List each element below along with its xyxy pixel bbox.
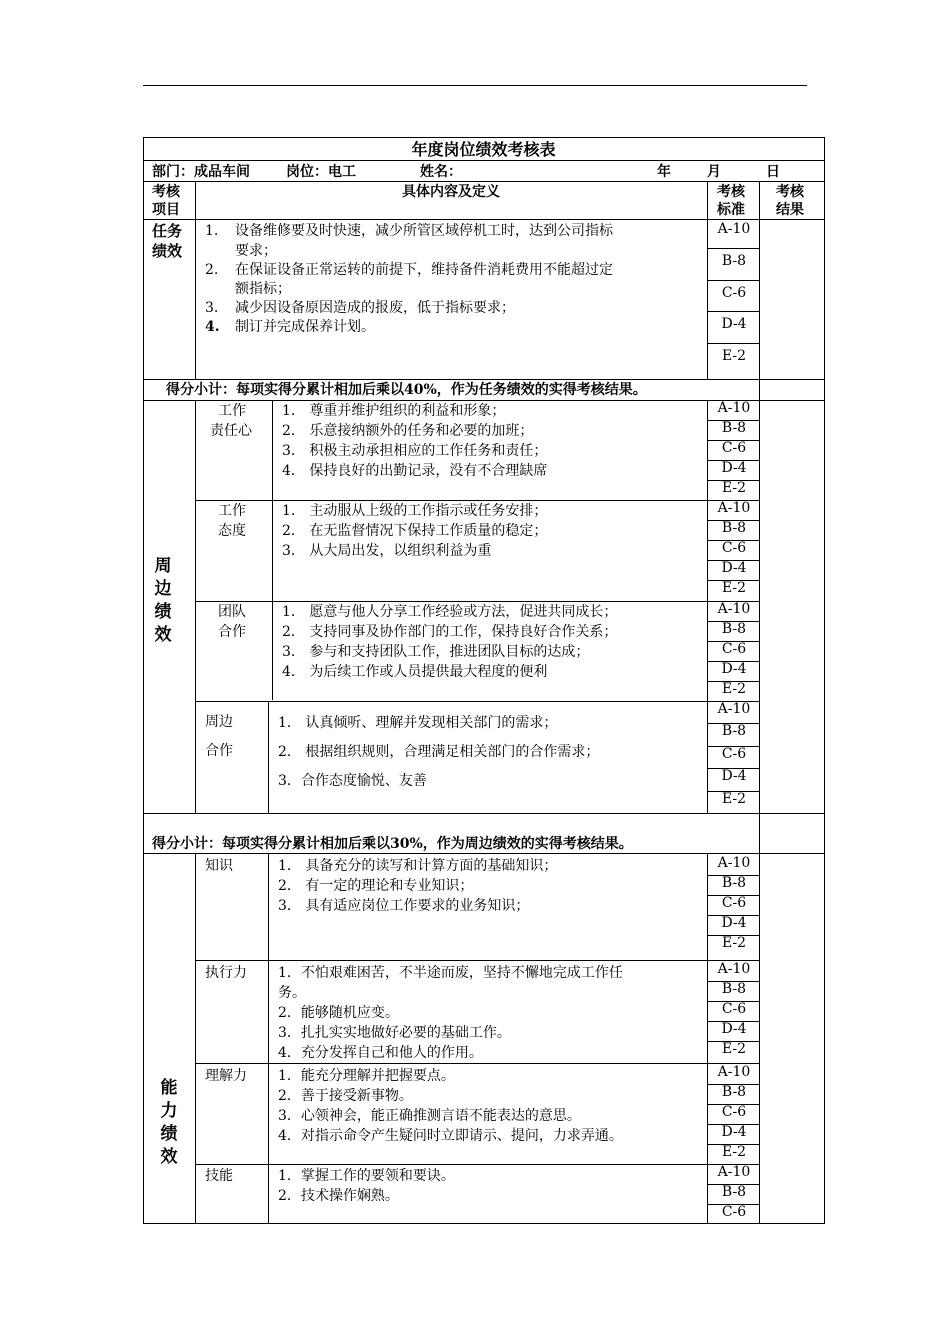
month-label: 月 — [707, 164, 721, 180]
list-item: 1． 认真倾听、理解并发现相关部门的需求； — [278, 715, 558, 731]
ability-label-3: 绩 — [160, 1124, 178, 1144]
list-item: 1． 愿意与他人分享工作经验或方法，促进共同成长； — [282, 604, 618, 620]
grade-d: D-4 — [721, 316, 747, 332]
grade-divider — [707, 580, 759, 581]
grade-b: B-8 — [721, 621, 747, 638]
grade-a: A-10 — [717, 400, 751, 416]
grade-b: B-8 — [721, 520, 747, 537]
peripheral-label-4: 效 — [154, 625, 172, 645]
grade-a: A-10 — [717, 1164, 751, 1180]
grade-divider — [707, 520, 759, 521]
grade-divider — [707, 1104, 759, 1105]
row-divider — [195, 1063, 759, 1064]
grade-a: A-10 — [717, 855, 751, 871]
day-label: 日 — [766, 164, 780, 180]
item-text: 减少因设备原因造成的报废，低于指标要求； — [235, 300, 515, 316]
row-divider — [195, 701, 759, 702]
list-item: 2． 在无监督情况下保持工作质量的稳定； — [282, 523, 548, 539]
grade-e: E-2 — [721, 935, 747, 952]
grade-b: B-8 — [721, 875, 747, 892]
grade-divider — [707, 981, 759, 982]
grade-divider — [707, 1084, 759, 1085]
group-name: 执行力 — [205, 965, 247, 981]
grade-d: D-4 — [721, 768, 747, 785]
task-item-2-cont: 额指标； — [235, 281, 291, 297]
peripheral-label-2: 边 — [154, 579, 172, 599]
col-item-line1: 考核 — [152, 184, 180, 200]
col-result-line2: 结果 — [776, 202, 804, 218]
item-number: 2. — [205, 262, 219, 278]
col-standard-line2: 标准 — [717, 202, 745, 218]
list-item: 2．能够随机应变。 — [278, 1005, 399, 1021]
grade-divider — [707, 641, 759, 642]
grade-b: B-8 — [721, 253, 747, 269]
list-item: 3．心领神会，能正确推测言语不能表达的意思。 — [278, 1108, 581, 1124]
col-divider — [272, 400, 273, 700]
group-name: 合作 — [218, 624, 246, 640]
grade-divider — [707, 661, 759, 662]
grade-divider — [707, 460, 759, 461]
list-item: 4． 保持良好的出勤记录，没有不合理缺席 — [282, 463, 548, 479]
peripheral-subtotal: 得分小计：每项实得分累计相加后乘以30%，作为周边绩效的实得考核结果。 — [152, 836, 633, 852]
grade-a: A-10 — [717, 961, 751, 977]
grade-d: D-4 — [721, 915, 747, 932]
list-item: 4． 为后续工作或人员提供最大程度的便利 — [282, 664, 548, 680]
grade-divider — [707, 248, 759, 249]
row-divider — [143, 813, 825, 814]
list-item: 1．不怕艰难困苦，不半途而废，坚持不懈地完成工作任 — [278, 965, 623, 981]
list-item: 3． 积极主动承担相应的工作任务和责任； — [282, 443, 548, 459]
grade-e: E-2 — [721, 480, 747, 497]
list-item: 1．掌握工作的要领和要诀。 — [278, 1168, 455, 1184]
grade-divider — [707, 440, 759, 441]
list-item: 3． 从大局出发，以组织利益为重 — [282, 543, 492, 559]
grade-divider — [707, 791, 759, 792]
grade-d: D-4 — [721, 1124, 747, 1141]
grade-c: C-6 — [721, 745, 747, 762]
col-content: 具体内容及定义 — [402, 184, 500, 200]
group-name: 工作 — [218, 403, 246, 419]
grade-a: A-10 — [717, 601, 751, 617]
grade-a: A-10 — [717, 1064, 751, 1080]
grade-c: C-6 — [721, 1104, 747, 1121]
grade-divider — [707, 560, 759, 561]
grade-divider — [707, 1184, 759, 1185]
grade-divider — [707, 1001, 759, 1002]
grade-e: E-2 — [721, 681, 747, 698]
group-name: 态度 — [218, 523, 246, 539]
task-item-1-cont: 要求； — [235, 243, 277, 259]
table-top-border — [143, 137, 825, 138]
grade-c: C-6 — [721, 540, 747, 557]
grade-divider — [707, 875, 759, 876]
list-item: 2． 支持同事及协作部门的工作，保持良好合作关系； — [282, 624, 618, 640]
grade-c: C-6 — [721, 1204, 747, 1221]
grade-divider — [707, 768, 759, 769]
item-text: 在保证设备正常运转的前提下，维持备件消耗费用不能超过定 — [235, 262, 613, 278]
grade-b: B-8 — [721, 1084, 747, 1101]
task-subtotal: 得分小计：每项实得分累计相加后乘以40%，作为任务绩效的实得考核结果。 — [166, 382, 647, 398]
grade-c: C-6 — [721, 641, 747, 658]
grade-c: C-6 — [721, 1001, 747, 1018]
name-label: 姓名： — [420, 164, 462, 180]
list-item: 4．对指示命令产生疑问时立即请示、提问，力求弄通。 — [278, 1128, 623, 1144]
col-divider — [268, 853, 269, 1224]
list-item: 2． 有一定的理论和专业知识； — [278, 878, 474, 894]
grade-divider — [707, 540, 759, 541]
row-divider — [143, 853, 825, 854]
grade-divider — [707, 935, 759, 936]
list-item: 务。 — [278, 985, 306, 1001]
item-number: 1. — [205, 223, 219, 239]
group-name: 工作 — [218, 503, 246, 519]
grade-divider — [707, 1124, 759, 1125]
list-item: 3． 具有适应岗位工作要求的业务知识； — [278, 898, 530, 914]
grade-divider — [707, 311, 759, 312]
row-divider — [195, 1164, 759, 1165]
list-item: 4．充分发挥自己和他人的作用。 — [278, 1045, 483, 1061]
task-label-line2: 绩效 — [152, 242, 183, 260]
item-text: 制订并完成保养计划。 — [235, 319, 375, 335]
row-divider — [195, 960, 759, 961]
group-name: 合作 — [205, 743, 233, 759]
grade-c: C-6 — [721, 895, 747, 912]
task-item-3 — [205, 298, 515, 318]
grade-divider — [707, 915, 759, 916]
grade-divider — [707, 746, 759, 747]
year-label: 年 — [657, 164, 671, 180]
list-item: 2． 根据组织规则，合理满足相关部门的合作需求； — [278, 744, 600, 760]
header-rule — [143, 85, 807, 86]
col-item-line2: 项目 — [152, 202, 180, 218]
col-divider — [759, 379, 760, 400]
list-item: 3． 参与和支持团队工作，推进团队目标的达成； — [282, 644, 590, 660]
group-name: 技能 — [205, 1168, 233, 1184]
item-number: 3. — [205, 300, 219, 316]
item-number: 4. — [205, 319, 220, 335]
col-divider — [143, 853, 144, 1224]
table-right-border — [824, 137, 825, 1224]
list-item: 2．善于接受新事物。 — [278, 1088, 413, 1104]
list-item: 1．能充分理解并把握要点。 — [278, 1068, 455, 1084]
grade-b: B-8 — [721, 723, 747, 740]
task-item-2 — [205, 260, 613, 280]
grade-e: E-2 — [721, 1144, 747, 1161]
grade-a: A-10 — [717, 500, 751, 516]
position-label: 岗位：电工 — [286, 164, 356, 180]
grade-divider — [707, 681, 759, 682]
table-bottom-border — [143, 1223, 825, 1224]
page-title: 年度岗位绩效考核表 — [411, 140, 556, 159]
grade-divider — [707, 1204, 759, 1205]
grade-e: E-2 — [721, 790, 747, 807]
ability-label-2: 力 — [160, 1101, 178, 1121]
grade-e: E-2 — [721, 580, 747, 597]
grade-divider — [707, 621, 759, 622]
list-item: 2．技术操作娴熟。 — [278, 1188, 399, 1204]
col-divider — [195, 400, 196, 813]
task-item-4 — [205, 317, 375, 337]
grade-divider — [707, 723, 759, 724]
grade-divider — [707, 1041, 759, 1042]
grade-b: B-8 — [721, 981, 747, 998]
list-item: 1． 具备充分的读写和计算方面的基础知识； — [278, 858, 558, 874]
peripheral-label-3: 绩 — [154, 602, 172, 622]
grade-divider — [707, 1021, 759, 1022]
grade-d: D-4 — [721, 460, 747, 477]
grade-b: B-8 — [721, 1184, 747, 1201]
ability-label-4: 效 — [160, 1147, 178, 1167]
group-name: 团队 — [218, 604, 246, 620]
col-divider — [195, 181, 196, 379]
list-item: 3．扎扎实实地做好必要的基础工作。 — [278, 1025, 511, 1041]
task-item-1 — [205, 221, 613, 241]
group-name: 责任心 — [210, 423, 252, 439]
grade-d: D-4 — [721, 661, 747, 678]
group-name: 周边 — [205, 714, 233, 730]
item-text: 设备维修要及时快速，减少所管区域停机工时，达到公司指标 — [235, 223, 613, 239]
list-item: 1． 尊重并维护组织的利益和形象； — [282, 403, 506, 419]
grade-divider — [707, 420, 759, 421]
group-name: 理解力 — [205, 1068, 247, 1084]
grade-b: B-8 — [721, 420, 747, 437]
grade-c: C-6 — [721, 440, 747, 457]
row-divider — [143, 219, 825, 220]
grade-c: C-6 — [721, 285, 747, 301]
grade-divider — [707, 1144, 759, 1145]
grade-e: E-2 — [721, 348, 747, 364]
list-item: 1． 主动服从上级的工作指示或任务安排； — [282, 503, 548, 519]
grade-divider — [707, 343, 759, 344]
grade-divider — [707, 280, 759, 281]
group-name: 知识 — [205, 858, 233, 874]
col-standard-line1: 考核 — [717, 184, 745, 200]
department-label: 部门：成品车间 — [152, 164, 250, 180]
grade-e: E-2 — [721, 1041, 747, 1058]
ability-label-1: 能 — [160, 1078, 178, 1098]
list-item: 2． 乐意接纳额外的任务和必要的加班； — [282, 423, 534, 439]
peripheral-label-1: 周 — [154, 556, 172, 576]
col-divider — [268, 701, 269, 813]
col-result-line1: 考核 — [776, 184, 804, 200]
grade-d: D-4 — [721, 560, 747, 577]
task-label-line1: 任务 — [152, 222, 183, 240]
grade-divider — [707, 895, 759, 896]
grade-a: A-10 — [717, 701, 751, 717]
grade-a: A-10 — [717, 221, 751, 237]
col-divider — [195, 853, 196, 1224]
list-item: 3．合作态度愉悦、友善 — [278, 773, 427, 789]
grade-divider — [707, 480, 759, 481]
grade-d: D-4 — [721, 1021, 747, 1038]
row-divider — [143, 160, 825, 161]
